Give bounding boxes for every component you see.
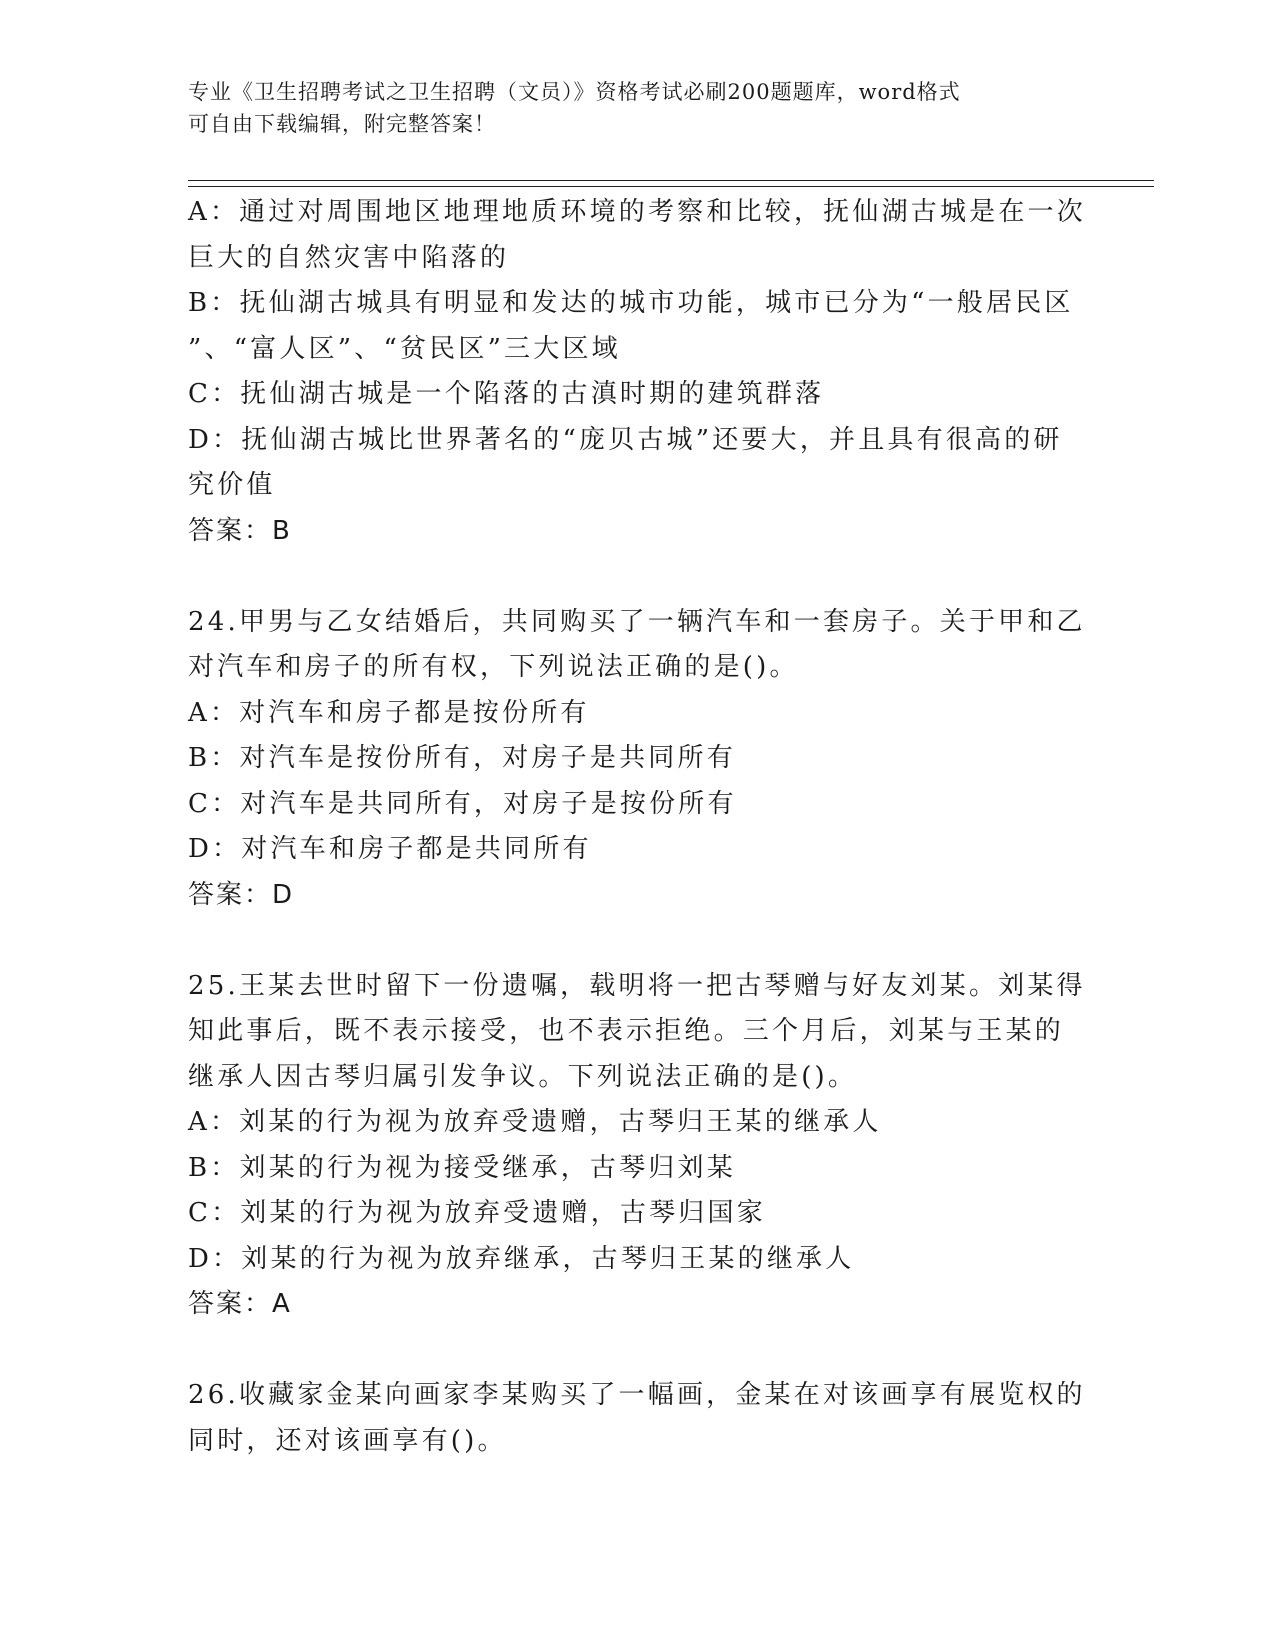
option-c: C：刘某的行为视为放弃受遗赠，古琴归国家 — [188, 1198, 766, 1228]
question-24 — [188, 600, 1088, 919]
question-list — [188, 190, 1088, 1464]
option-b: B：对汽车是按份所有，对房子是共同所有 — [188, 743, 736, 773]
option-d: D：刘某的行为视为放弃继承，古琴归王某的继承人 — [188, 1243, 855, 1274]
question-26 — [188, 1373, 1088, 1464]
option-a: A：刘某的行为视为放弃受遗赠，古琴归王某的继承人 — [188, 1107, 882, 1137]
option-b-line-2: ”、“富人区”、“贫民区”三大区域 — [188, 333, 621, 364]
option-d-line-1: D：抚仙湖古城比世界著名的“庞贝古城”还要大，并且具有很高的研 — [188, 424, 1063, 455]
option-d: D：对汽车和房子都是共同所有 — [188, 834, 592, 864]
question-23 — [188, 190, 1088, 554]
option-c: C：对汽车是共同所有，对房子是按份所有 — [188, 788, 737, 819]
question-stem-line-1: 25.王某去世时留下一份遗嘱，载明将一把古琴赠与好友刘某。刘某得 — [188, 970, 1086, 1001]
answer: 答案：D — [188, 879, 295, 910]
question-stem-line-3: 继承人因古琴归属引发争议。下列说法正确的是()。 — [188, 1061, 858, 1092]
question-stem-line-2: 知此事后，既不表示接受，也不表示拒绝。三个月后，刘某与王某的 — [188, 1016, 1065, 1046]
spacer — [188, 1328, 1088, 1374]
option-a-line-1: A：通过对周围地区地理地质环境的考察和比较，抚仙湖古城是在一次 — [188, 197, 1086, 227]
option-c: C：抚仙湖古城是一个陷落的古滇时期的建筑群落 — [188, 379, 825, 409]
question-stem-line-1: 24.甲男与乙女结婚后，共同购买了一辆汽车和一套房子。关于甲和乙 — [188, 606, 1086, 637]
option-b: B：刘某的行为视为接受继承，古琴归刘某 — [188, 1152, 736, 1183]
header-divider-top — [188, 180, 1154, 181]
header-line-2: 可自由下载编辑，附完整答案！ — [188, 112, 496, 136]
option-a-line-2: 巨大的自然灾害中陷落的 — [188, 242, 510, 273]
spacer — [188, 918, 1088, 964]
header-divider-bottom — [188, 186, 1154, 187]
answer: 答案：B — [188, 515, 292, 546]
option-b-line-1: B：抚仙湖古城具有明显和发达的城市功能，城市已分为“一般居民区 — [188, 288, 1074, 318]
document-header — [188, 76, 1068, 140]
option-d-line-2: 究价值 — [188, 470, 276, 500]
option-a: A：对汽车和房子都是按份所有 — [188, 697, 590, 728]
question-stem-line-2: 对汽车和房子的所有权，下列说法正确的是()。 — [188, 652, 799, 682]
question-stem-line-2: 同时，还对该画享有()。 — [188, 1425, 507, 1456]
question-stem-line-1: 26.收藏家金某向画家李某购买了一幅画，金某在对该画享有展览权的 — [188, 1380, 1086, 1410]
answer: 答案：A — [188, 1289, 292, 1319]
header-line-1: 专业《卫生招聘考试之卫生招聘（文员）》资格考试必刷200题题库，word格式 — [188, 80, 961, 104]
spacer — [188, 554, 1088, 600]
question-25 — [188, 964, 1088, 1328]
